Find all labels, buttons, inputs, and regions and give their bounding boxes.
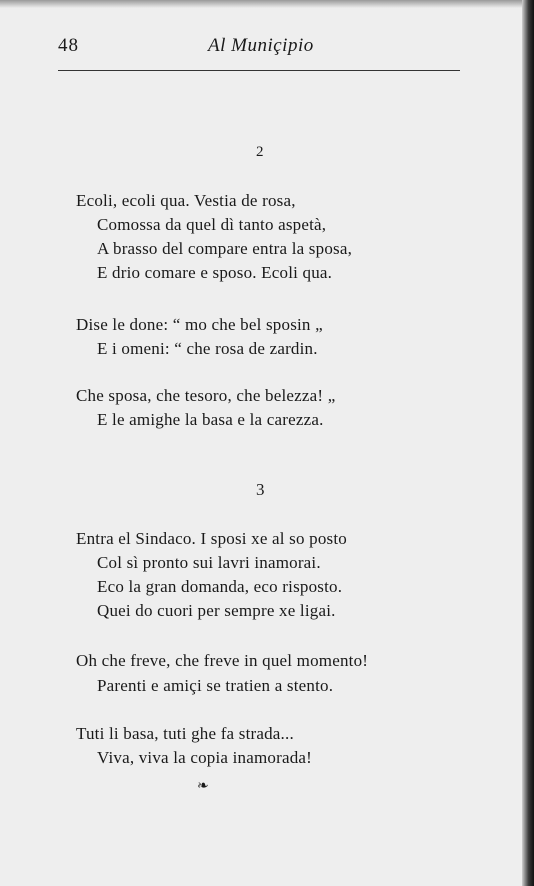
verse-line: Col sì pronto sui lavri inamorai. <box>97 553 321 572</box>
header-rule <box>58 70 460 71</box>
section-number: 3 <box>256 480 265 499</box>
verse-line: Dise le done: “ mo che bel sposin „ <box>76 315 323 334</box>
verse-line: Comossa da quel dì tanto aspetà, <box>97 215 327 234</box>
verse-line: Parenti e amiçi se tratien a stento. <box>97 676 334 695</box>
verse-line: Eco la gran domanda, eco risposto. <box>97 577 343 596</box>
page-top-shadow <box>0 0 534 8</box>
running-title: Al Muniçipio <box>208 35 314 56</box>
verse-line: E le amighe la basa e la carezza. <box>97 410 324 429</box>
verse-line: Oh che freve, che freve in quel momento! <box>76 651 369 670</box>
verse-line: Ecoli, ecoli qua. Vestia de rosa, <box>76 191 296 210</box>
verse-line: A brasso del compare entra la sposa, <box>97 239 353 258</box>
verse-line: Entra el Sindaco. I sposi xe al so posto <box>76 529 347 548</box>
section-number: 2 <box>256 144 264 160</box>
page-number: 48 <box>58 35 79 56</box>
verse-line: Che sposa, che tesoro, che belezza! „ <box>76 386 336 405</box>
verse-line: Tuti li basa, tuti ghe fa strada... <box>76 724 294 743</box>
verse-line: E drio comare e sposo. Ecoli qua. <box>97 263 333 282</box>
verse-line: Viva, viva la copia inamorada! <box>97 748 313 767</box>
verse-line: Quei do cuori per sempre xe ligai. <box>97 601 336 620</box>
fleuron-icon: ❧ <box>197 779 209 794</box>
verse-line: E i omeni: “ che rosa de zardin. <box>97 339 318 358</box>
page-binding-edge <box>522 0 534 886</box>
